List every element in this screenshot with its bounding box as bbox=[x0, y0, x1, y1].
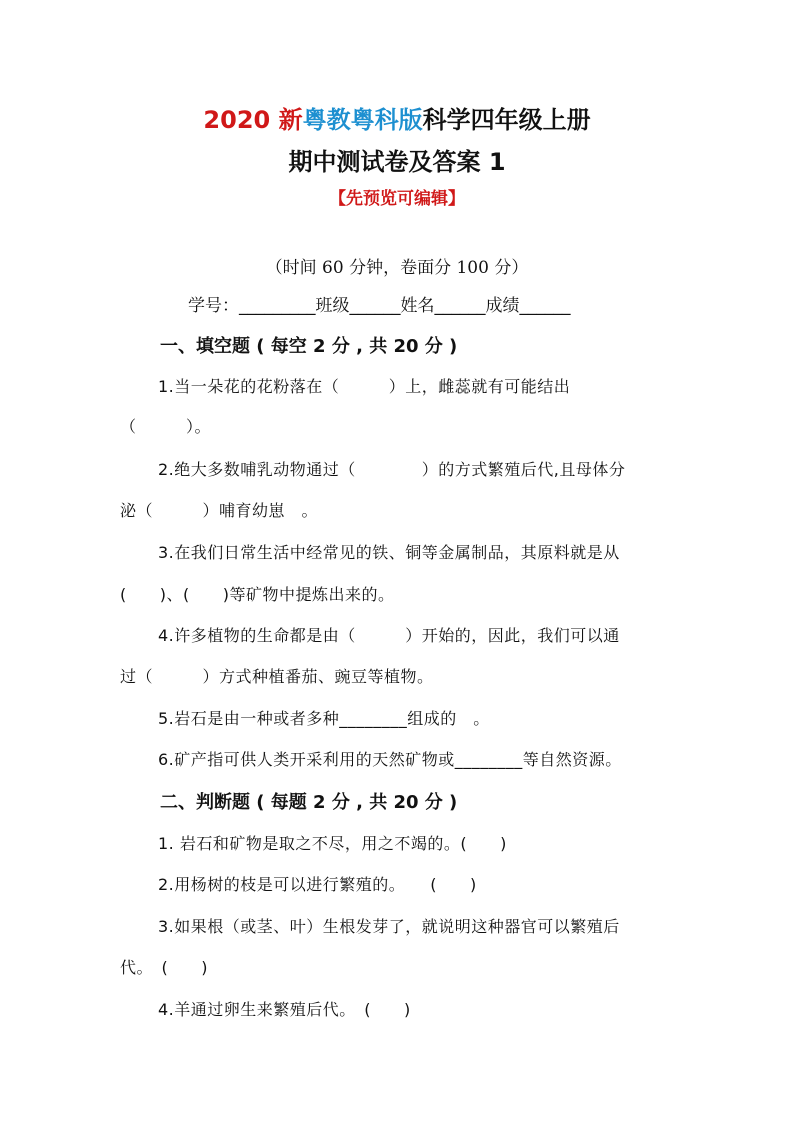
question-line: 6.矿产指可供人类开采利用的天然矿物或________等自然资源。 bbox=[158, 750, 622, 769]
title-subject: 科学四年级上册 bbox=[422, 106, 591, 134]
document-subtitle: 期中测试卷及答案 1 bbox=[288, 148, 506, 176]
student-info-line: 学号：_________班级______姓名______成绩______ bbox=[188, 296, 571, 316]
question-line: 4.许多植物的生命都是由（ ）开始的，因此，我们可以通 bbox=[158, 626, 620, 645]
question-line: 1. 岩石和矿物是取之不尽，用之不竭的。( ) bbox=[158, 834, 507, 853]
question-line: 代。 ( ) bbox=[120, 958, 208, 977]
preview-note: 【先预览可编辑】 bbox=[329, 189, 465, 209]
question-line: ( )、( )等矿物中提炼出来的。 bbox=[120, 585, 395, 604]
document-title bbox=[0, 104, 794, 136]
question-line: 2.用杨树的枝是可以进行繁殖的。 ( ) bbox=[158, 875, 477, 894]
question-line: 泌（ ）哺育幼崽 。 bbox=[120, 501, 319, 520]
question-line: （ ）。 bbox=[120, 417, 212, 436]
question-line: 3.如果根（或茎、叶）生根发芽了，就说明这种器官可以繁殖后 bbox=[158, 917, 620, 936]
question-line: 1.当一朵花的花粉落在（ ）上，雌蕊就有可能结出 bbox=[158, 377, 571, 396]
question-line: 2.绝大多数哺乳动物通过（ ）的方式繁殖后代,且母体分 bbox=[158, 460, 626, 479]
question-line: 5.岩石是由一种或者多种________组成的 。 bbox=[158, 709, 490, 728]
title-publisher: 粤教粤科版 bbox=[302, 106, 423, 134]
section-heading-true-false: 二、判断题 ( 每题 2 分 , 共 20 分 ) bbox=[160, 792, 458, 813]
time-score-info: （时间 60 分钟，卷面分 100 分） bbox=[265, 258, 529, 278]
question-line: 3.在我们日常生活中经常见的铁、铜等金属制品，其原料就是从 bbox=[158, 543, 620, 562]
question-line: 过（ ）方式种植番茄、豌豆等植物。 bbox=[120, 667, 434, 686]
title-year: 2020 新 bbox=[203, 106, 303, 134]
question-line: 4.羊通过卵生来繁殖后代。 ( ) bbox=[158, 1000, 411, 1019]
section-heading-fill-blank: 一、填空题 ( 每空 2 分 , 共 20 分 ) bbox=[160, 336, 458, 357]
